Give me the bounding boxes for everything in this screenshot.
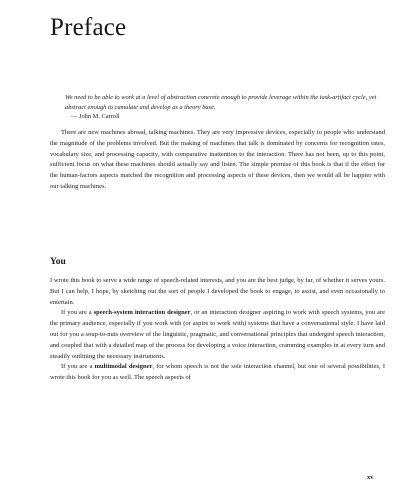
you-section (50, 276, 385, 384)
key-term-speech-designer: speech-system interaction designer (93, 309, 191, 317)
you-paragraph-1: I wrote this book to serve a wide range of speech-related interests, and you are the best judge, by far, of whether it serves yours. But I can help, I hope, by sketching out the sort of people I developed the book to engage, to assist, and even occasionally to entertain. (50, 277, 385, 306)
intro-paragraph: There are new machines abroad, talking machines. They are very impressive devices, especially to people who understand the magnitude of the problems involved. But the making of machines that talk is dominated by concerns for recognition rates, vocabulary size, and processing capacity, with comparative inattention to the interaction. There has not been, up to this point, sufficient focus on what these machines should actually say and listen. The simple premise of this book is that if the effort for the human-factors aspects matched the recognition and processing aspects of these devices, then we would all be happier with our talking machines. (50, 129, 385, 190)
epigraph-quote: We need to be able to work at a level of abstraction concrete enough to provide leverage within the task-artifact cycle, yet abstract enough to cumulate and develop as a theory base. (65, 94, 377, 111)
paragraph-text: , or an interaction designer aspiring to work with speech systems, you are the primary audience, especially if you work with (or aspire to work with) systems that have a conversational style. I have laid out for you a soup-to-nuts overview of the linguistic, pragmatic, and conversational principles that undergird speech interaction, and coupled that with a detailed map of the process for developing a voice interaction, cramming examples in at every turn and steadily outlining the necessary instruments. (50, 309, 385, 360)
section-heading-you: You (50, 257, 66, 267)
epigraph (65, 93, 377, 122)
you-paragraph-3 (50, 362, 385, 384)
key-term-multimodal-designer: multimodal designer (94, 363, 153, 371)
paragraph-text: If you are a (61, 363, 95, 371)
page-number: xv (367, 474, 374, 481)
intro-section (50, 128, 385, 193)
paragraph-text: , for whom speech is not the sole interaction channel, but one of several possibilities, I wrote this book for you as well. The speech aspects of (50, 363, 385, 382)
page-title: Preface (50, 14, 127, 41)
you-paragraph-2 (50, 308, 385, 362)
paragraph-text: If you are a (61, 309, 94, 317)
epigraph-attribution: — John M. Carroll (71, 113, 120, 121)
